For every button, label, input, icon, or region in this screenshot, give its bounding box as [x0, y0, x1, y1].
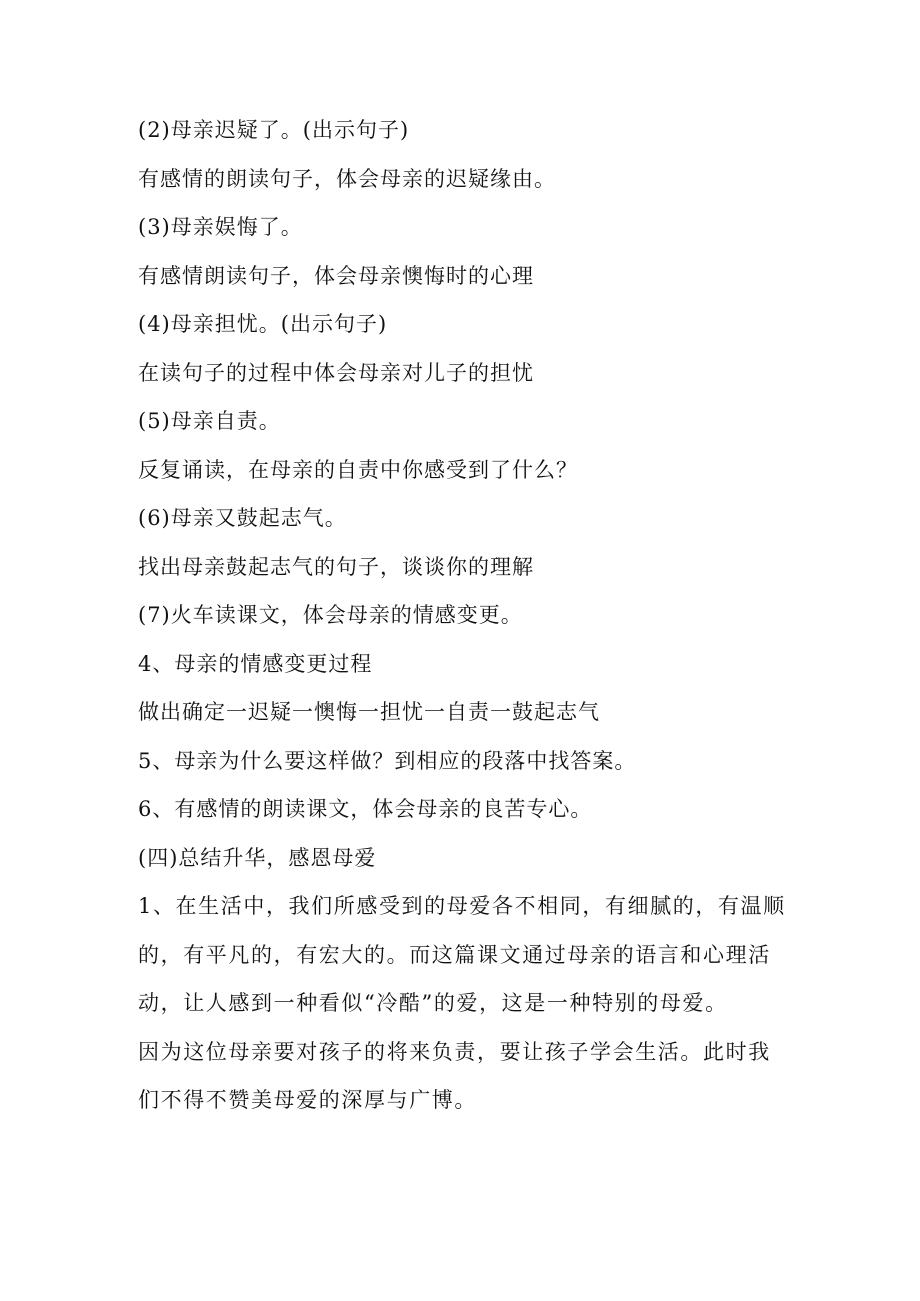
- text-line: (6)母亲又鼓起志气。: [138, 506, 347, 530]
- paragraph-2: 因为这位母亲要对孩子的将来负责，要让孩子学会生活。此时我们不得不赞美母爱的深厚与广博。: [138, 1039, 771, 1112]
- text-line: (5)母亲自责。: [138, 409, 281, 433]
- document-body: [138, 106, 788, 1125]
- text-line: (4)母亲担忧。(出示句子): [138, 312, 388, 336]
- text-line: 有感情的朗读句子，体会母亲的迟疑缘由。: [138, 166, 556, 191]
- text-line: (2)母亲迟疑了。(出示句子): [138, 118, 410, 142]
- text-line: (3)母亲娱悔了。: [138, 215, 303, 239]
- section-heading: (四)总结升华，感恩母爱: [138, 845, 377, 870]
- text-line: 4、母亲的情感变更过程: [138, 651, 373, 676]
- text-line: 5、母亲为什么要这样做？到相应的段落中找答案。: [138, 748, 637, 773]
- text-line: 6、有感情的朗读课文，体会母亲的良苦专心。: [138, 797, 593, 821]
- text-line: 反复诵读，在母亲的自责中你感受到了什么？: [138, 457, 578, 482]
- paragraph-1: 1、在生活中，我们所感受到的母爱各不相同，有细腻的，有温顺的，有平凡的，有宏大的。而这篇课文通过母亲的语言和心理活动，让人感到一种看似“冷酷”的爱，这是一种特别的母爱。: [138, 894, 786, 1015]
- text-line: 在读句子的过程中体会母亲对儿子的担忧: [138, 360, 534, 385]
- text-line: 有感情朗读句子，体会母亲懊悔时的心理: [138, 263, 534, 288]
- text-line: 找出母亲鼓起志气的句子，谈谈你的理解: [138, 554, 534, 579]
- text-line: 做出确定一迟疑一懊悔一担忧一自责一鼓起志气: [138, 700, 600, 724]
- text-line: (7)火车读课文，体会母亲的情感变更。: [138, 603, 523, 627]
